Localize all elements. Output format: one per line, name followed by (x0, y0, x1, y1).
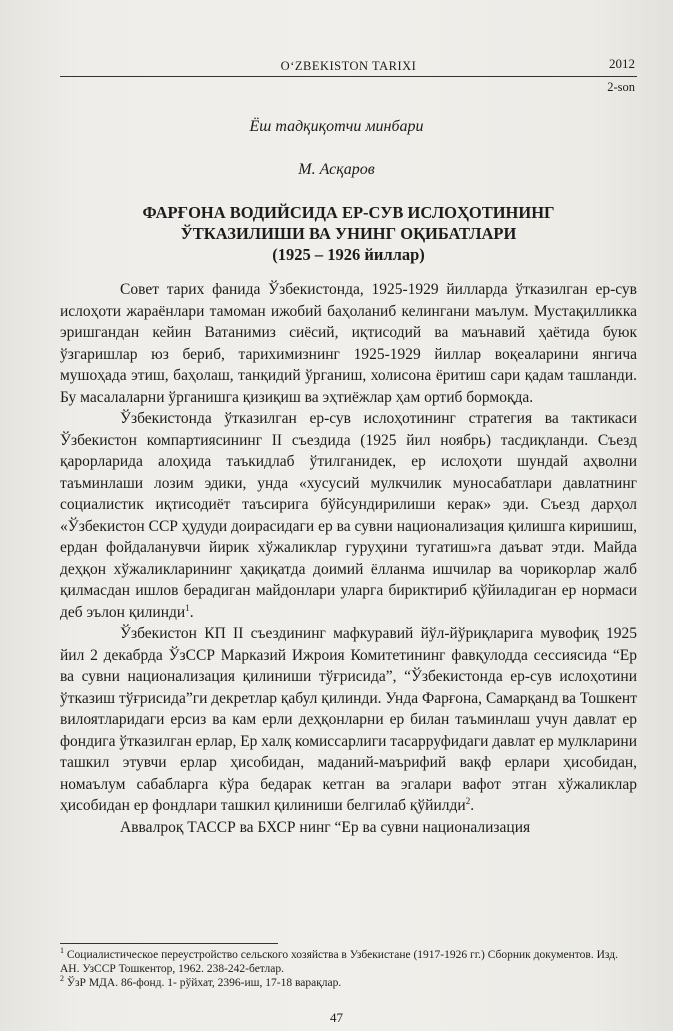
article-title (60, 202, 637, 265)
footnote-number: 1 (60, 946, 64, 956)
journal-title: O‘ZBEKISTON TARIXI (280, 59, 417, 73)
body-paragraph: Ўзбекистон КП II съездининг мафкуравий йўл-йўриқларига мувофиқ 1925 йил 2 декабрда ЎзССР Марказий Ижроия Комитетининг фавқулодда сессиясида “Ер ва сувни национализация қилиниши тўғрисида”, “Ўзбекистонда ер-сув ислоҳотини ўтказиш тўғрисида”ги декретлар қабул қилинди. Унда Фарғона, Самарқанд ва Тошкент вилоятларидаги ерсиз ва кам ерли деҳқонларни ер билан таъминлаш учун давлат ер фондига ўтказилган ерлар, Ер халқ комиссарлиги тасарруфидаги давлат ер мулкларини ташкил этувчи ерлар ҳисобидан, маданий-маърифий вақф ерлари ҳисобидан, номаълум сабабларга кўра бедарак кетган ва эгалари вафот этган хўжаликлар ҳисобидан ер фондлари ташкил қилиниши белгилаб қўйилди$^2$. (60, 625, 637, 814)
title-line-3: (1925 – 1926 йиллар) (272, 245, 425, 264)
header-year: 2012 (609, 56, 635, 71)
article-body (60, 279, 637, 838)
body-paragraph: Ўзбекистонда ўтказилган ер-сув ислоҳотининг стратегия ва тактикаси Ўзбекистон компартиясининг II съездида (1925 йил ноябрь) тасдиқланди. Съезд қарорларида алоҳида таъкидлаб ўтилганидек, ер ислоҳоти шундай аҳволни таъминлаши лозим эдики, унда «хусусий мулкчилик муносабатлари давлатнинг социалистик иқтисодиёт таъсирига бўйсундирилиши керак» эди. Съезд дарҳол «Ўзбекистон ССР ҳудуди доирасидаги ер ва сувни национализация қилишга киришиш, ердан фойдаланувчи йирик хўжаликлар гуруҳини тугатиш»га даъват этди. Майда деҳқон хўжаликларининг ҳақиқатда доимий ёлланма ишчилар ва чорикорлар жалб қилмасдан ишлов берадиган майдонлари уларга бириктириб қўйиладиган ер нормаси деб эълон қилинди$^1$. (60, 410, 637, 621)
footnote-reference: 2 (465, 795, 471, 806)
title-line-2: ЎТКАЗИЛИШИ ВА УНИНГ ОҚИБАТЛАРИ (180, 224, 517, 243)
footnote: $^2$ ЎзР МДА. 86-фонд. 1- рўйхат, 2396-иш, 17-18 варақлар. (60, 974, 342, 989)
running-header (60, 56, 637, 77)
body-paragraph: Совет тарих фанида Ўзбекистонда, 1925-1929 йилларда ўтказилган ер-сув ислоҳоти жараёнлари тамоман ижобий баҳоланиб келингани маълум. Мустақилликка эришгандан кейин Ватанимиз сиёсий, иқтисодий ва маънавий ҳаётида буюк ўзгаришлар юз бериб, тарихимизнинг 1925-1929 йиллар воқеаларини янгича мушоҳада этиш, баҳолаш, танқидий ўрганиш, холисона ёритиш сари қадам ташланди. Бу масалаларни ўрганишга қизиқиш ва эҳтиёжлар ҳам ортиб бормоқда. (60, 281, 637, 406)
section-heading: Ёш тадқиқотчи минбари (249, 118, 424, 135)
title-line-1: ФАРҒОНА ВОДИЙСИДА ЕР-СУВ ИСЛОҲОТИНИНГ (142, 203, 555, 222)
footnote-divider (60, 943, 278, 944)
issue-number: 2-son (607, 80, 635, 94)
footnote: $^1$ Социалистическое переустройство сельского хозяйства в Узбекистане (1917-1926 гг.) Сборник документов. Изд. АН. УзССР Тошкентор, 1962. 238-242-бетлар. (60, 946, 618, 975)
page-number: 47 (330, 1010, 343, 1025)
article-author: М. Асқаров (298, 161, 375, 178)
footnote-reference: 1 (185, 602, 190, 613)
body-paragraph: Аввалроқ ТАССР ва БХСР нинг “Ер ва сувни национализация (120, 818, 531, 836)
footnote-number: 2 (60, 974, 64, 984)
footnotes (60, 948, 637, 990)
